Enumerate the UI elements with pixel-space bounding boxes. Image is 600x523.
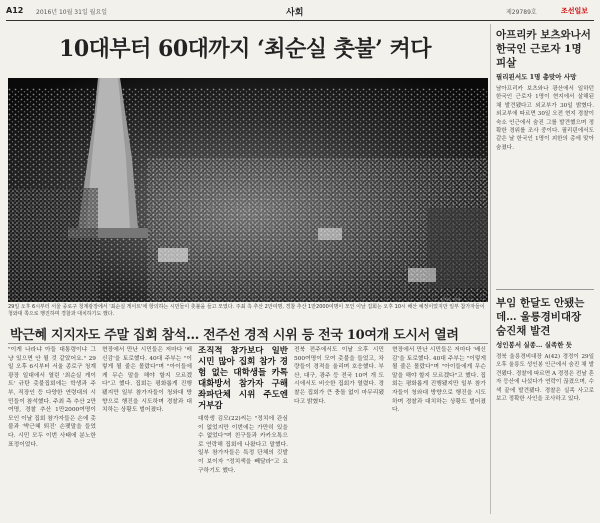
main-headline: 10대부터 60대까지 ‘최순실 촛불’ 켜다 <box>59 36 431 62</box>
sidebar-story-2-body: 경북 울릉경비대장 A(42) 경정이 29일 오후 울릉도 성인봉 인근에서 숨진 채 발견됐다. 경찰에 따르면 A 경정은 전날 혼자 등산에 나섰다가 연락이 끊겼으며, 수색 끝에 발견됐다. 경찰은 실족 사고로 보고 정확한 사인을 조사하고 있다. <box>496 354 594 403</box>
article-column-1 <box>8 346 96 516</box>
page-header <box>6 4 594 20</box>
sidebar-divider <box>490 24 491 514</box>
issue-number: 제29789호 <box>506 9 537 16</box>
sidebar <box>496 28 594 523</box>
column-text: 대학생 김모(22)씨는 "정치에 관심이 없었지만 이번에는 가만히 있을 수 없었다"며 친구들과 카카오톡으로 연락해 집회에 나왔다고 말했다. 일부 참가자들은 특정 단체의 깃발이 보이자 "정치색을 빼달라"고 요구하기도 했다. <box>198 416 288 474</box>
column-text: 현장에서 만난 시민들은 저마다 '배신감'을 토로했다. 40대 주부는 "이렇게 될 줄은 몰랐다"며 "아이들에게 무슨 말을 해야 할지 모르겠다"고 했다. 집회는 평화롭게 진행됐지만 일부 참가자들이 청와대 방향으로 행진을 시도하며 경찰과 대치하는 상황도 벌어졌다. <box>392 347 486 414</box>
sub-headline-rule <box>8 343 488 344</box>
column-text: 전북 전주에서도 이날 오후 시민 500여명이 모여 촛불을 들었고, 차량들이 경적을 울리며 호응했다. 부산, 대구, 광주 등 전국 10여 개 도시에서도 비슷한 집회가 열렸다. 경찰은 집회가 큰 충돌 없이 마무리됐다고 밝혔다. <box>294 347 384 405</box>
sidebar-story-2-subtitle: 성인봉서 실종… 실족한 듯 <box>496 341 573 349</box>
article-column-3 <box>198 346 288 516</box>
article-sub-box: 조직적 참가보다 일반 시민 많아 집회 참가 경험 없는 대학생들 카톡 대화방서 참가자 구해 좌파단체 시위 주도엔 거부감 <box>198 346 288 411</box>
photo-caption: 29일 오후 6시부터 서울 종로구 청계광장에서 '최순실 게이트'에 항의하는 시민들이 촛불을 들고 모였다. 주최 측 추산 2만여명, 경찰 추산 1만2000여명이 모인 이날 집회는 오후 10시 해산 예정이었지만 일부 참가자들이 청와대 쪽으로 행진하며 경찰과 대치하기도 했다. <box>8 304 485 317</box>
sidebar-story-1-subtitle: 필리핀서도 1명 총맞아 사망 <box>496 73 577 81</box>
header-rule <box>6 20 594 21</box>
crowd-candlelight-image <box>8 78 488 302</box>
newspaper-logo: 조선일보 <box>561 7 589 15</box>
sub-headline: 박근혜 지지자도 주말 집회 참석… 전주선 경적 시위 등 전국 10여개 도시서 열려 <box>10 328 459 343</box>
sidebar-story-2-title: 부임 한달도 안됐는데… 울릉경비대장 숨진채 발견 <box>496 297 585 337</box>
rally-photo <box>8 78 488 302</box>
section-name: 사회 <box>286 8 304 18</box>
column-text: 현장에서 만난 시민들은 저마다 '배신감'을 토로했다. 40대 주부는 "이렇게 될 줄은 몰랐다"며 "아이들에게 무슨 말을 해야 할지 모르겠다"고 했다. 집회는 평화롭게 진행됐지만 일부 참가자들이 청와대 방향으로 행진을 시도하며 경찰과 대치하는 상황도 벌어졌다. <box>102 347 192 414</box>
issue-date: 2016년 10월 31일 월요일 <box>36 9 108 16</box>
sidebar-separator <box>496 289 594 290</box>
photo-credit: 김지호 기자 <box>440 297 461 302</box>
sidebar-story-1-body: 남아프리카 보츠와나 광산에서 일하던 한국인 근로자 1명이 현지에서 살해된 채 발견됐다고 외교부가 30일 밝혔다. 외교부에 따르면 30일 오전 현지 경찰이 숙소 인근에서 숨진 그를 발견했으며 정확한 경위를 조사 중이다. 필리핀에서도 같은 날 한국인 1명이 괴한의 총에 맞아 숨졌다. <box>496 86 594 151</box>
column-text: "이게 나라냐 아들 대통령이냐 그냥 있으면 안 될 것 같았어요." 29일 오후 6시부터 서울 종로구 청계광장 일대에서 열린 '최순실 게이트' 규탄 촛불집회에는 학생과 주부, 직장인 등 다양한 연령대의 시민들이 참석했다. 주최 측 추산 2만여명, 경찰 추산 1만2000여명이 모인 이날 집회 참가자들은 손에 촛불과 '박근혜 퇴진' 손팻말을 들었다. 시민 모두 이번 사태에 분노한 표정이었다. <box>8 347 96 448</box>
article-column-2 <box>102 346 192 516</box>
page-number: A12 <box>6 6 24 15</box>
sidebar-story-1-title: 아프리카 보츠와나서 한국인 근로자 1명 피살 <box>496 29 591 69</box>
article-column-4 <box>294 346 384 516</box>
article-column-5 <box>392 346 486 516</box>
